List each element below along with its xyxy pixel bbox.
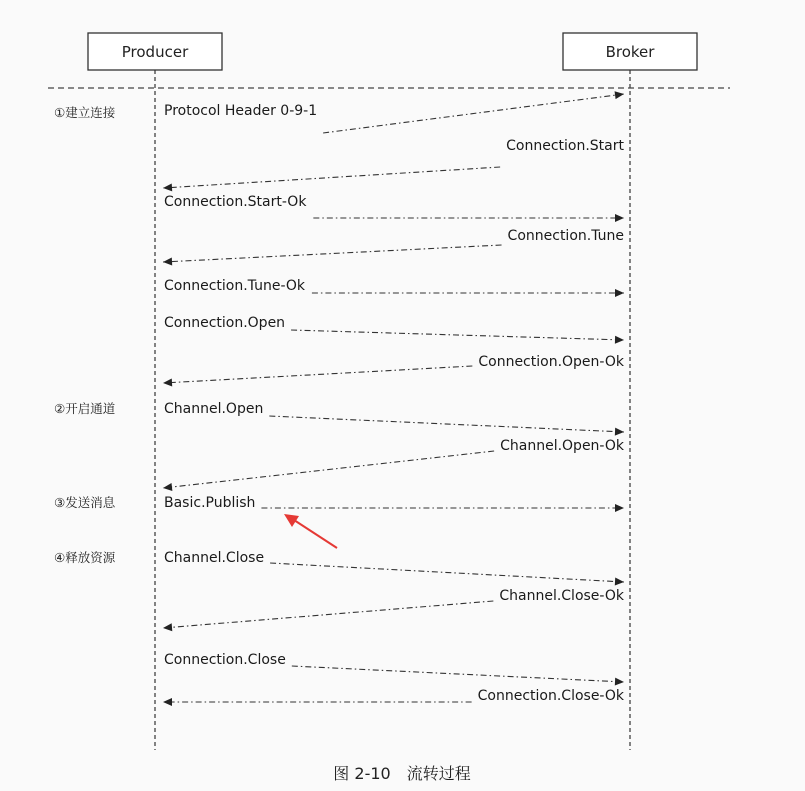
arrowhead-icon bbox=[615, 214, 624, 222]
message-label: Connection.Tune bbox=[507, 228, 624, 244]
producer-actor bbox=[88, 33, 222, 70]
arrowhead-icon bbox=[615, 428, 624, 436]
broker-actor bbox=[563, 33, 697, 70]
message-connection-start-ok bbox=[164, 194, 624, 222]
arrowhead-icon bbox=[615, 336, 624, 344]
phase-label: ③发送消息 bbox=[54, 495, 116, 510]
highlight-pointer bbox=[284, 514, 337, 548]
message-arrow-line bbox=[292, 666, 624, 682]
message-arrow-line bbox=[163, 601, 493, 628]
message-arrow-line bbox=[291, 330, 624, 340]
message-label: Connection.Start bbox=[506, 138, 624, 154]
message-basic-publish bbox=[164, 495, 624, 512]
arrowhead-icon bbox=[615, 504, 624, 512]
message-label: Connection.Start-Ok bbox=[164, 194, 307, 210]
message-channel-close-ok bbox=[163, 588, 625, 631]
arrowhead-icon bbox=[615, 578, 624, 586]
message-label: Connection.Close-Ok bbox=[477, 688, 624, 704]
message-arrow-line bbox=[270, 563, 624, 582]
arrowhead-icon bbox=[163, 258, 172, 266]
phase-label: ④释放资源 bbox=[54, 550, 116, 565]
message-connection-start bbox=[163, 138, 625, 191]
arrowhead-icon bbox=[163, 379, 172, 387]
message-channel-close bbox=[164, 550, 624, 586]
arrowhead-icon bbox=[615, 289, 624, 297]
broker-label: Broker bbox=[605, 43, 655, 61]
message-list bbox=[163, 91, 625, 706]
pointer-line bbox=[294, 520, 337, 548]
message-arrow-line bbox=[163, 366, 472, 383]
phase-label: ②开启通道 bbox=[54, 401, 116, 416]
message-channel-open-ok bbox=[163, 438, 625, 491]
message-connection-close bbox=[164, 652, 624, 686]
message-label: Channel.Close-Ok bbox=[499, 588, 624, 604]
pointer-arrowhead bbox=[284, 514, 299, 527]
message-arrow-line bbox=[163, 451, 494, 488]
message-label: Channel.Open bbox=[164, 401, 264, 417]
message-connection-close-ok bbox=[163, 688, 625, 706]
message-label: Basic.Publish bbox=[164, 495, 256, 511]
message-channel-open bbox=[164, 401, 624, 436]
message-arrow-line bbox=[323, 94, 624, 133]
arrowhead-icon bbox=[163, 698, 172, 706]
arrowhead-icon bbox=[163, 183, 172, 191]
message-arrow-line bbox=[163, 245, 502, 262]
message-connection-open-ok bbox=[163, 354, 625, 387]
message-arrow-line bbox=[269, 416, 624, 432]
message-label: Connection.Close bbox=[164, 652, 286, 668]
arrowhead-icon bbox=[615, 678, 624, 686]
message-connection-open bbox=[164, 315, 624, 344]
arrowhead-icon bbox=[163, 483, 172, 491]
figure-caption: 图 2-10 流转过程 bbox=[333, 764, 471, 783]
message-label: Connection.Open bbox=[164, 315, 286, 331]
message-label: Protocol Header 0-9-1 bbox=[164, 103, 318, 119]
message-arrow-line bbox=[163, 167, 500, 188]
arrowhead-icon bbox=[615, 91, 624, 99]
message-label: Connection.Open-Ok bbox=[478, 354, 624, 370]
message-label: Connection.Tune-Ok bbox=[164, 278, 306, 294]
message-connection-tune-ok bbox=[164, 278, 624, 297]
arrowhead-icon bbox=[163, 623, 172, 631]
message-connection-tune bbox=[163, 228, 624, 266]
producer-label: Producer bbox=[121, 43, 189, 61]
message-protocol-header-0-9-1 bbox=[164, 91, 624, 133]
message-label: Channel.Open-Ok bbox=[500, 438, 624, 454]
message-label: Channel.Close bbox=[164, 550, 265, 566]
phase-label: ①建立连接 bbox=[54, 105, 116, 120]
phase-labels bbox=[54, 105, 116, 565]
